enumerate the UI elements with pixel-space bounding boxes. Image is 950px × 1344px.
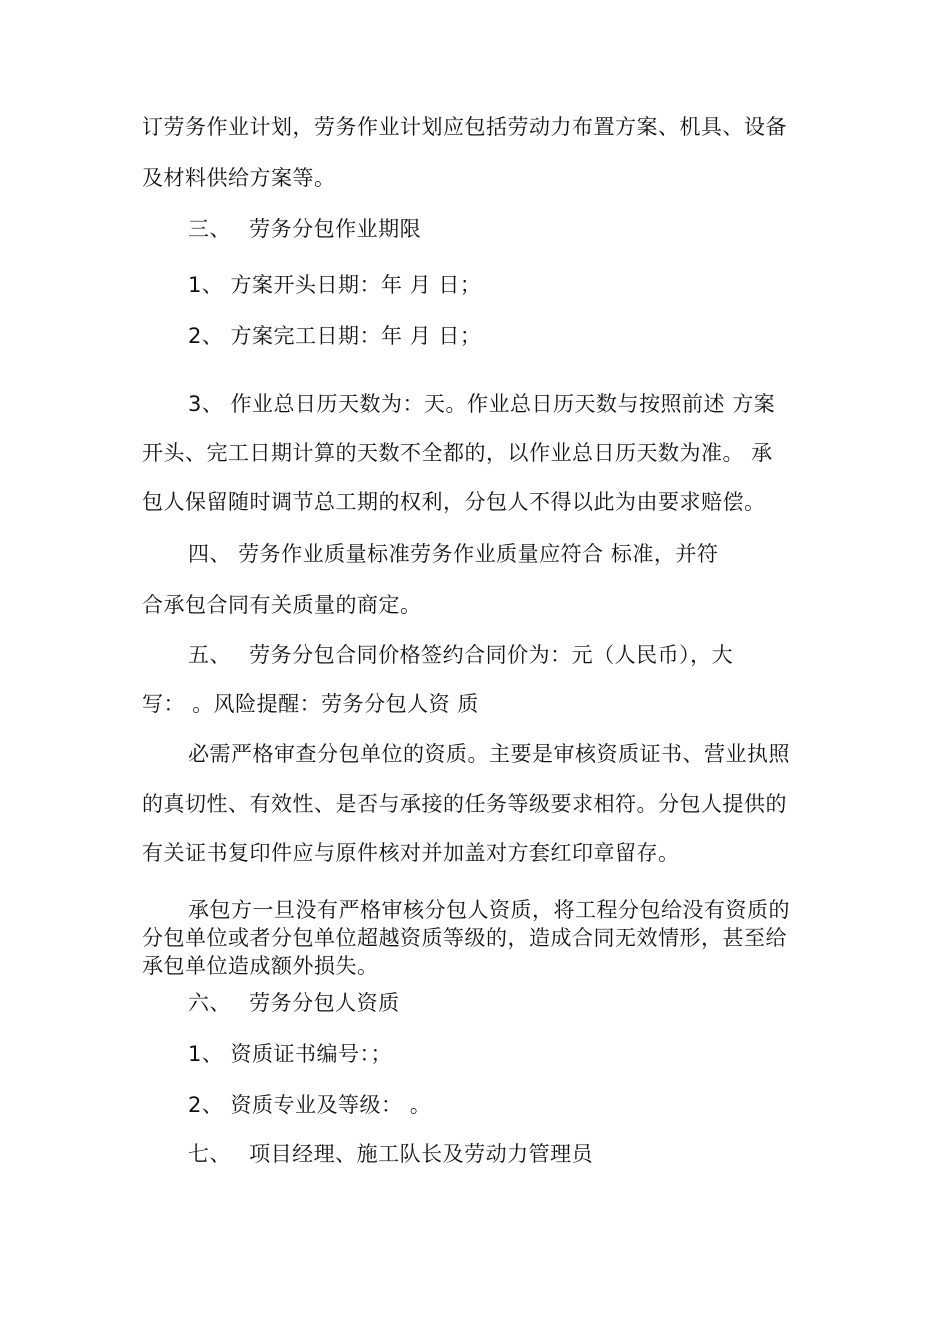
text-line: 合承包合同有关质量的商定。	[142, 593, 422, 617]
text-line: 写： 。风险提醒：劳务分包人资 质	[142, 692, 479, 716]
list-item: 2、 资质专业及等级： 。	[188, 1093, 432, 1117]
text-line: 必需严格审查分包单位的资质。主要是审核资质证书、营业执照	[188, 742, 790, 766]
text-line: 开头、完工日期计算的天数不全都的，以作业总日历天数为准。 承	[142, 441, 773, 465]
text-line: 包人保留随时调节总工期的权利，分包人不得以此为由要求赔偿。	[142, 490, 766, 514]
section-heading: 四、 劳务作业质量标准劳务作业质量应符合 标准，并符	[188, 542, 719, 566]
list-item: 2、 方案完工日期：年 月 日；	[188, 324, 482, 348]
section-heading: 三、 劳务分包作业期限	[188, 217, 422, 241]
section-heading: 五、 劳务分包合同价格签约合同价为：元（人民币），大	[188, 643, 734, 667]
text-line: 的真切性、有效性、是否与承接的任务等级要求相符。分包人提供的	[142, 792, 787, 816]
text-line: 分包单位或者分包单位超越资质等级的，造成合同无效情形，甚至给	[142, 926, 787, 950]
text-line: 有关证书复印件应与原件核对并加盖对方套红印章留存。	[142, 841, 680, 865]
section-heading: 七、 项目经理、施工队长及劳动力管理员	[188, 1142, 594, 1166]
list-item: 1、 方案开头日期：年 月 日；	[188, 273, 482, 297]
text-line: 订劳务作业计划，劳务作业计划应包括劳动力布置方案、机具、设备	[142, 115, 787, 139]
text-line: 承包方一旦没有严格审核分包人资质，将工程分包给没有资质的	[188, 898, 790, 922]
text-line: 承包单位造成额外损失。	[142, 954, 379, 978]
list-item: 1、 资质证书编号：；	[188, 1042, 393, 1066]
text-line: 及材料供给方案等。	[142, 166, 336, 190]
section-heading: 六、 劳务分包人资质	[188, 991, 400, 1015]
list-item: 3、 作业总日历天数为：天。作业总日历天数与按照前述 方案	[188, 392, 776, 416]
